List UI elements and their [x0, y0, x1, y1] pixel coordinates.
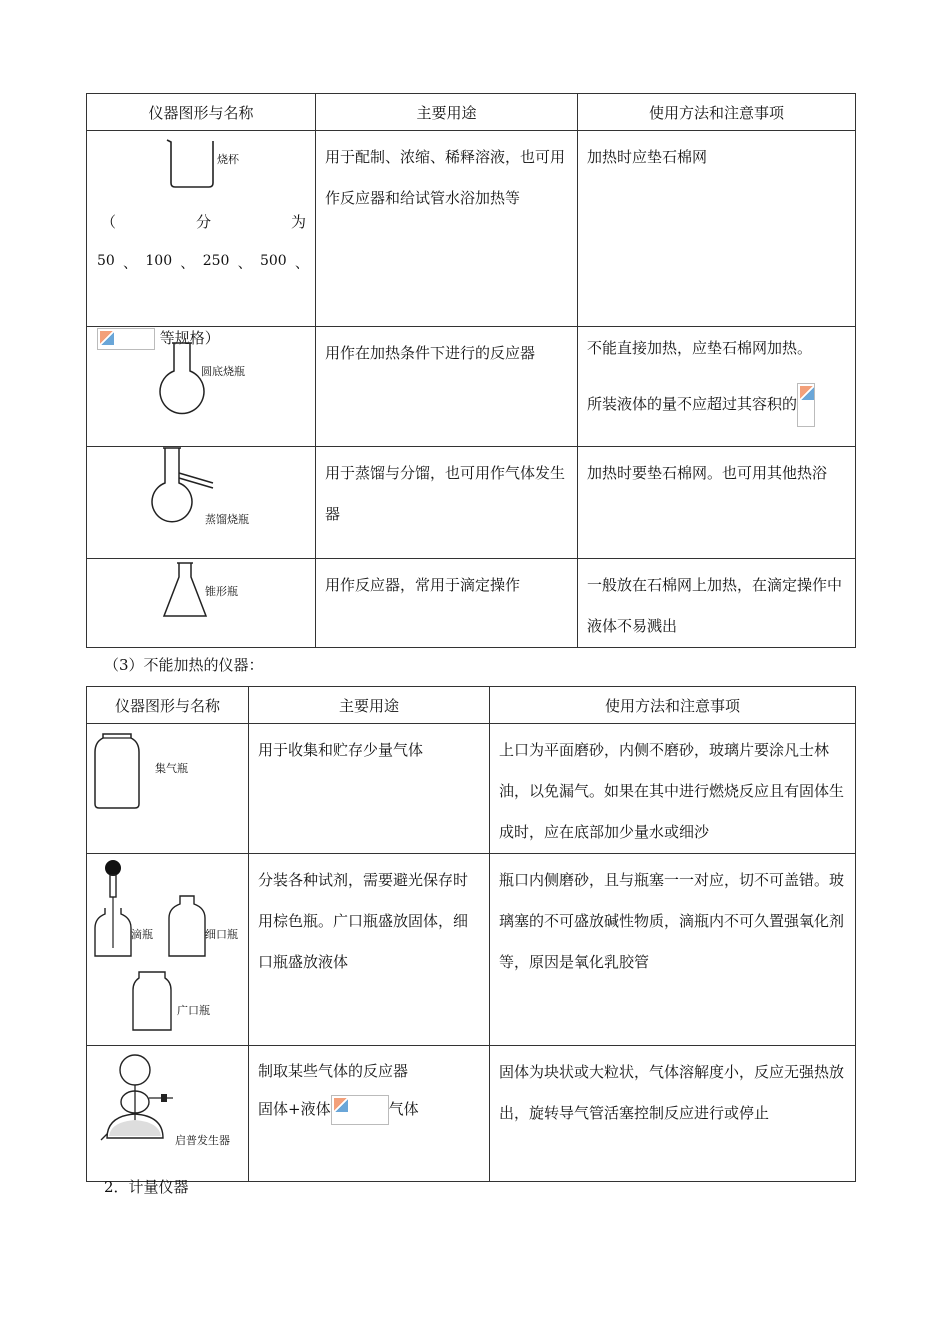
- round-flask-figure: [153, 341, 213, 417]
- wide-mouth-bottle-figure: [131, 970, 173, 1034]
- kipp-cell: [87, 1046, 249, 1182]
- gas-bottle-use: 用于收集和贮存少量气体: [249, 724, 490, 854]
- distillation-flask-cell: [87, 447, 316, 559]
- header-usage-notes: 使用方法和注意事项: [578, 94, 856, 131]
- reagent-bottles-cell: [87, 854, 249, 1046]
- non-heating-instruments-table: [86, 686, 856, 1182]
- header-main-use: 主要用途: [249, 687, 490, 724]
- beaker-spec-line1: （ 分 为: [101, 213, 306, 231]
- header-figure-name: 仪器图形与名称: [87, 687, 249, 724]
- beaker-cell: [87, 131, 316, 347]
- distillation-flask-note: 加热时要垫石棉网。也可用其他热浴: [578, 447, 856, 559]
- gas-bottle-figure: [93, 732, 143, 812]
- round-flask-note: 不能直接加热，应垫石棉网加热。 所装液体的量不应超过其容积的: [578, 327, 856, 447]
- round-flask-label: 圆底烧瓶: [201, 365, 245, 378]
- dropper-bottle-figure: [93, 856, 133, 960]
- table-row: [87, 1046, 856, 1182]
- table-row: [87, 447, 856, 559]
- kipp-apparatus-label: 启普发生器: [175, 1134, 230, 1147]
- section-3-heading: （3）不能加热的仪器：: [104, 656, 264, 674]
- gas-bottle-cell: [87, 724, 249, 854]
- header-figure-name: 仪器图形与名称: [87, 94, 316, 131]
- round-flask-use: 用作在加热条件下进行的反应器: [316, 327, 578, 447]
- round-flask-cell: [87, 327, 316, 447]
- beaker-spec-line3: 等规格）: [97, 327, 220, 350]
- reagent-bottles-note: 瓶口内侧磨砂，且与瓶塞一一对应，切不可盖错。玻璃塞的不可盛放碱性物质，滴瓶内不可久置强氧化剂等，原因是氧化乳胶管: [490, 854, 856, 1046]
- beaker-figure: [163, 137, 223, 189]
- table-header-row: [87, 94, 856, 131]
- table-row: [87, 724, 856, 854]
- narrow-mouth-bottle-label: 细口瓶: [205, 928, 238, 941]
- table-row: [87, 559, 856, 648]
- beaker-spec-line2: 50 、 100 、 250 、 500 、: [97, 253, 309, 272]
- erlenmeyer-use: 用作反应器，常用于滴定操作: [316, 559, 578, 648]
- table-row: [87, 327, 856, 447]
- table-header-row: [87, 687, 856, 724]
- heating-instruments-table: [86, 93, 856, 648]
- header-main-use: 主要用途: [316, 94, 578, 131]
- broken-image-icon: [331, 1095, 389, 1125]
- kipp-use: 制取某些气体的反应器 固体+液体 气体: [249, 1046, 490, 1182]
- erlenmeyer-note: 一般放在石棉网上加热，在滴定操作中液体不易溅出: [578, 559, 856, 648]
- section-2-heading: 2．计量仪器: [104, 1178, 189, 1196]
- erlenmeyer-label: 锥形瓶: [205, 585, 238, 598]
- erlenmeyer-figure: [161, 561, 211, 621]
- gas-bottle-label: 集气瓶: [155, 762, 188, 775]
- narrow-mouth-bottle-figure: [167, 894, 207, 960]
- table-row: [87, 854, 856, 1046]
- reagent-bottles-use: 分装各种试剂，需要避光保存时用棕色瓶。广口瓶盛放固体，细口瓶盛放液体: [249, 854, 490, 1046]
- table-row: [87, 131, 856, 327]
- erlenmeyer-cell: [87, 559, 316, 648]
- dropper-bottle-label: 滴瓶: [131, 928, 153, 941]
- header-usage-notes: 使用方法和注意事项: [490, 687, 856, 724]
- broken-image-icon: [797, 383, 815, 427]
- beaker-note: 加热时应垫石棉网: [578, 131, 856, 327]
- distillation-flask-use: 用于蒸馏与分馏，也可用作气体发生器: [316, 447, 578, 559]
- gas-bottle-note: 上口为平面磨砂，内侧不磨砂，玻璃片要涂凡士林油，以免漏气。如果在其中进行燃烧反应且有固体生成时，应在底部加少量水或细沙: [490, 724, 856, 854]
- beaker-use: 用于配制、浓缩、稀释溶液，也可用作反应器和给试管水浴加热等: [316, 131, 578, 327]
- wide-mouth-bottle-label: 广口瓶: [177, 1004, 210, 1017]
- kipp-note: 固体为块状或大粒状，气体溶解度小，反应无强热放出，旋转导气管活塞控制反应进行或停止: [490, 1046, 856, 1182]
- beaker-label: 烧杯: [217, 153, 239, 166]
- distillation-flask-label: 蒸馏烧瓶: [205, 513, 249, 526]
